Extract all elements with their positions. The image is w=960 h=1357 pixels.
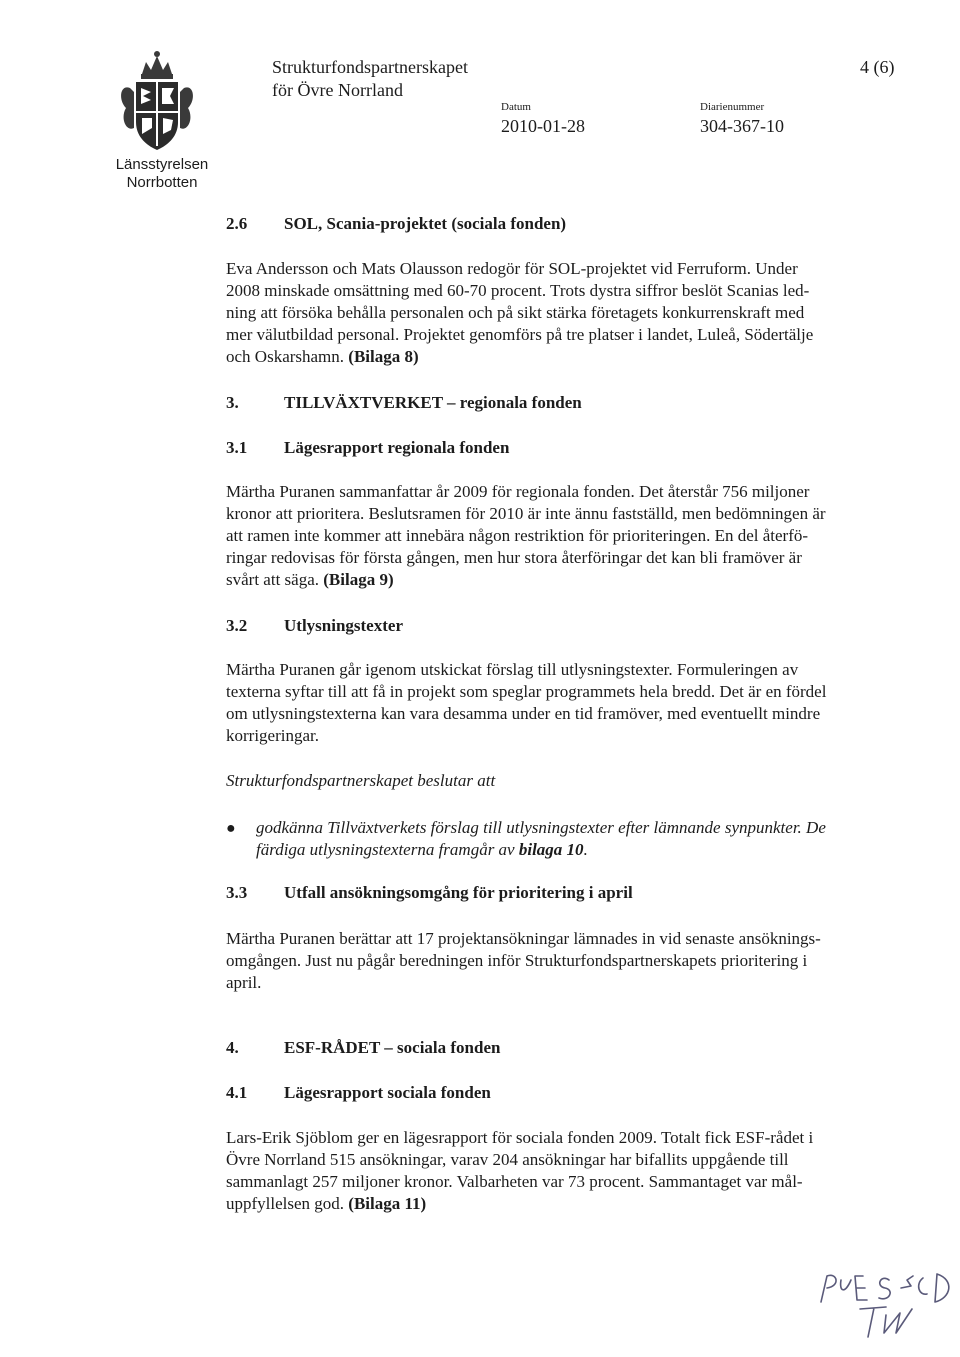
section-3-1-paragraph	[226, 481, 891, 591]
section-title: ESF-RÅDET – sociala fonden	[284, 1038, 501, 1057]
page-number: 4 (6)	[860, 57, 895, 77]
section-title: Lägesrapport sociala fonden	[284, 1083, 491, 1102]
paragraph-line: Märtha Puranen berättar att 17 projektansökningar lämnades in vid senaste ansöknings-	[226, 929, 821, 948]
section-3-3-heading	[226, 883, 826, 907]
paragraph-line: sammanlagt 257 miljoner kronor. Valbarheten var 73 procent. Sammantaget var mål-	[226, 1172, 803, 1191]
paragraph-line: kronor att prioritera. Beslutsramen för 2010 är inte ännu fastställd, men bedömningen är	[226, 504, 826, 523]
bullet-icon: ●	[226, 820, 236, 837]
paragraph-line: april.	[226, 973, 262, 992]
organization-line-2: för Övre Norrland	[272, 80, 403, 100]
paragraph-line: 2008 minskade omsättning med 60-70 procent. Trots dystra siffror beslöt Scanias led-	[226, 281, 810, 300]
organization-name	[272, 56, 468, 102]
paragraph-line: Märtha Puranen går igenom utskickat förslag till utlysningstexter. Formuleringen av	[226, 660, 799, 679]
date-label: Datum	[501, 101, 531, 113]
date-value: 2010-01-28	[501, 116, 585, 136]
section-title: Utfall ansökningsomgång för prioritering i april	[284, 883, 633, 902]
section-3-1-heading	[226, 438, 826, 462]
organization-line-1: Strukturfondspartnerskapet	[272, 57, 468, 77]
registration-label: Diarienummer	[700, 101, 765, 113]
section-number: 2.6	[226, 214, 248, 233]
bullet-line: godkänna Tillväxtverkets förslag till utlysningstexter efter lämnande synpunkter. De	[256, 818, 826, 837]
attachment-reference: bilaga 10	[518, 840, 584, 859]
attachment-reference: (Bilaga 8)	[348, 347, 419, 366]
decision-bullet	[256, 817, 896, 861]
bullet-text-end: .	[583, 840, 588, 859]
bullet-text: färdiga utlysningstexterna framgår av	[256, 840, 519, 859]
handwritten-initials-icon	[815, 1268, 960, 1308]
section-number: 3.1	[226, 438, 248, 457]
coat-of-arms-icon	[112, 48, 202, 156]
paragraph-line	[226, 346, 891, 368]
handwritten-signature-icon	[856, 1303, 946, 1341]
section-4-heading	[226, 1038, 826, 1062]
paragraph-text: och Oskarshamn.	[226, 347, 349, 366]
section-3-3-paragraph	[226, 928, 891, 994]
section-3-2-paragraph	[226, 659, 891, 747]
paragraph-line: mer välutbildad personal. Projektet genomförs på tre platser i landet, Luleå, Södertälje	[226, 325, 814, 344]
section-2-6-heading	[226, 214, 826, 238]
section-number: 3.2	[226, 616, 248, 635]
section-number: 3.3	[226, 883, 248, 902]
paragraph-line: att ramen inte kommer att innebära någon restriktion för prioriteringen. En del återfö-	[226, 526, 809, 545]
paragraph-line: Märtha Puranen sammanfattar år 2009 för regionala fonden. Det återstår 756 miljoner	[226, 482, 810, 501]
decision-heading: Strukturfondspartnerskapet beslutar att	[226, 771, 496, 790]
registration-number: 304-367-10	[700, 116, 784, 136]
paragraph-text: svårt att säga.	[226, 570, 324, 589]
attachment-reference: (Bilaga 11)	[348, 1194, 427, 1213]
section-4-1-paragraph	[226, 1127, 891, 1215]
section-title: Utlysningstexter	[284, 616, 403, 635]
paragraph-line: Eva Andersson och Mats Olausson redogör för SOL-projektet vid Ferruform. Under	[226, 259, 798, 278]
paragraph-line: ringar redovisas för första gången, men hur stora återföringar det kan bli framöver är	[226, 548, 802, 567]
paragraph-line: Övre Norrland 515 ansökningar, varav 204 ansökningar har bifallits uppgående till	[226, 1150, 789, 1169]
agency-line-1: Länsstyrelsen	[115, 156, 209, 173]
section-title: Lägesrapport regionala fonden	[284, 438, 510, 457]
paragraph-line: texterna syftar till att få in projekt som speglar programmets hela bredd. Det är en fördel	[226, 682, 827, 701]
paragraph-line: korrigeringar.	[226, 726, 319, 745]
section-2-6-paragraph	[226, 258, 891, 368]
section-4-1-heading	[226, 1083, 826, 1107]
paragraph-line: ning att försöka behålla personalen och på sikt stärka företagets konkurrenskraft med	[226, 303, 805, 322]
agency-line-2: Norrbotten	[126, 174, 198, 191]
section-number: 4.	[226, 1038, 239, 1057]
attachment-reference: (Bilaga 9)	[323, 570, 394, 589]
bullet-line	[256, 839, 896, 861]
paragraph-line: Lars-Erik Sjöblom ger en lägesrapport för sociala fonden 2009. Totalt fick ESF-rådet i	[226, 1128, 814, 1147]
agency-name	[112, 156, 212, 192]
section-number: 4.1	[226, 1083, 248, 1102]
paragraph-line	[226, 569, 891, 591]
paragraph-line: omgången. Just nu pågår beredningen inför Strukturfondspartnerskapets prioritering i	[226, 951, 808, 970]
paragraph-line	[226, 1193, 891, 1215]
section-title: SOL, Scania-projektet (sociala fonden)	[284, 214, 567, 233]
section-title: TILLVÄXTVERKET – regionala fonden	[284, 393, 582, 412]
paragraph-line: om utlysningstexterna kan vara desamma under en tid framöver, med eventuellt mindre	[226, 704, 821, 723]
section-number: 3.	[226, 393, 239, 412]
paragraph-text: uppfyllelsen god.	[226, 1194, 349, 1213]
section-3-heading	[226, 393, 826, 417]
section-3-2-heading	[226, 616, 826, 640]
